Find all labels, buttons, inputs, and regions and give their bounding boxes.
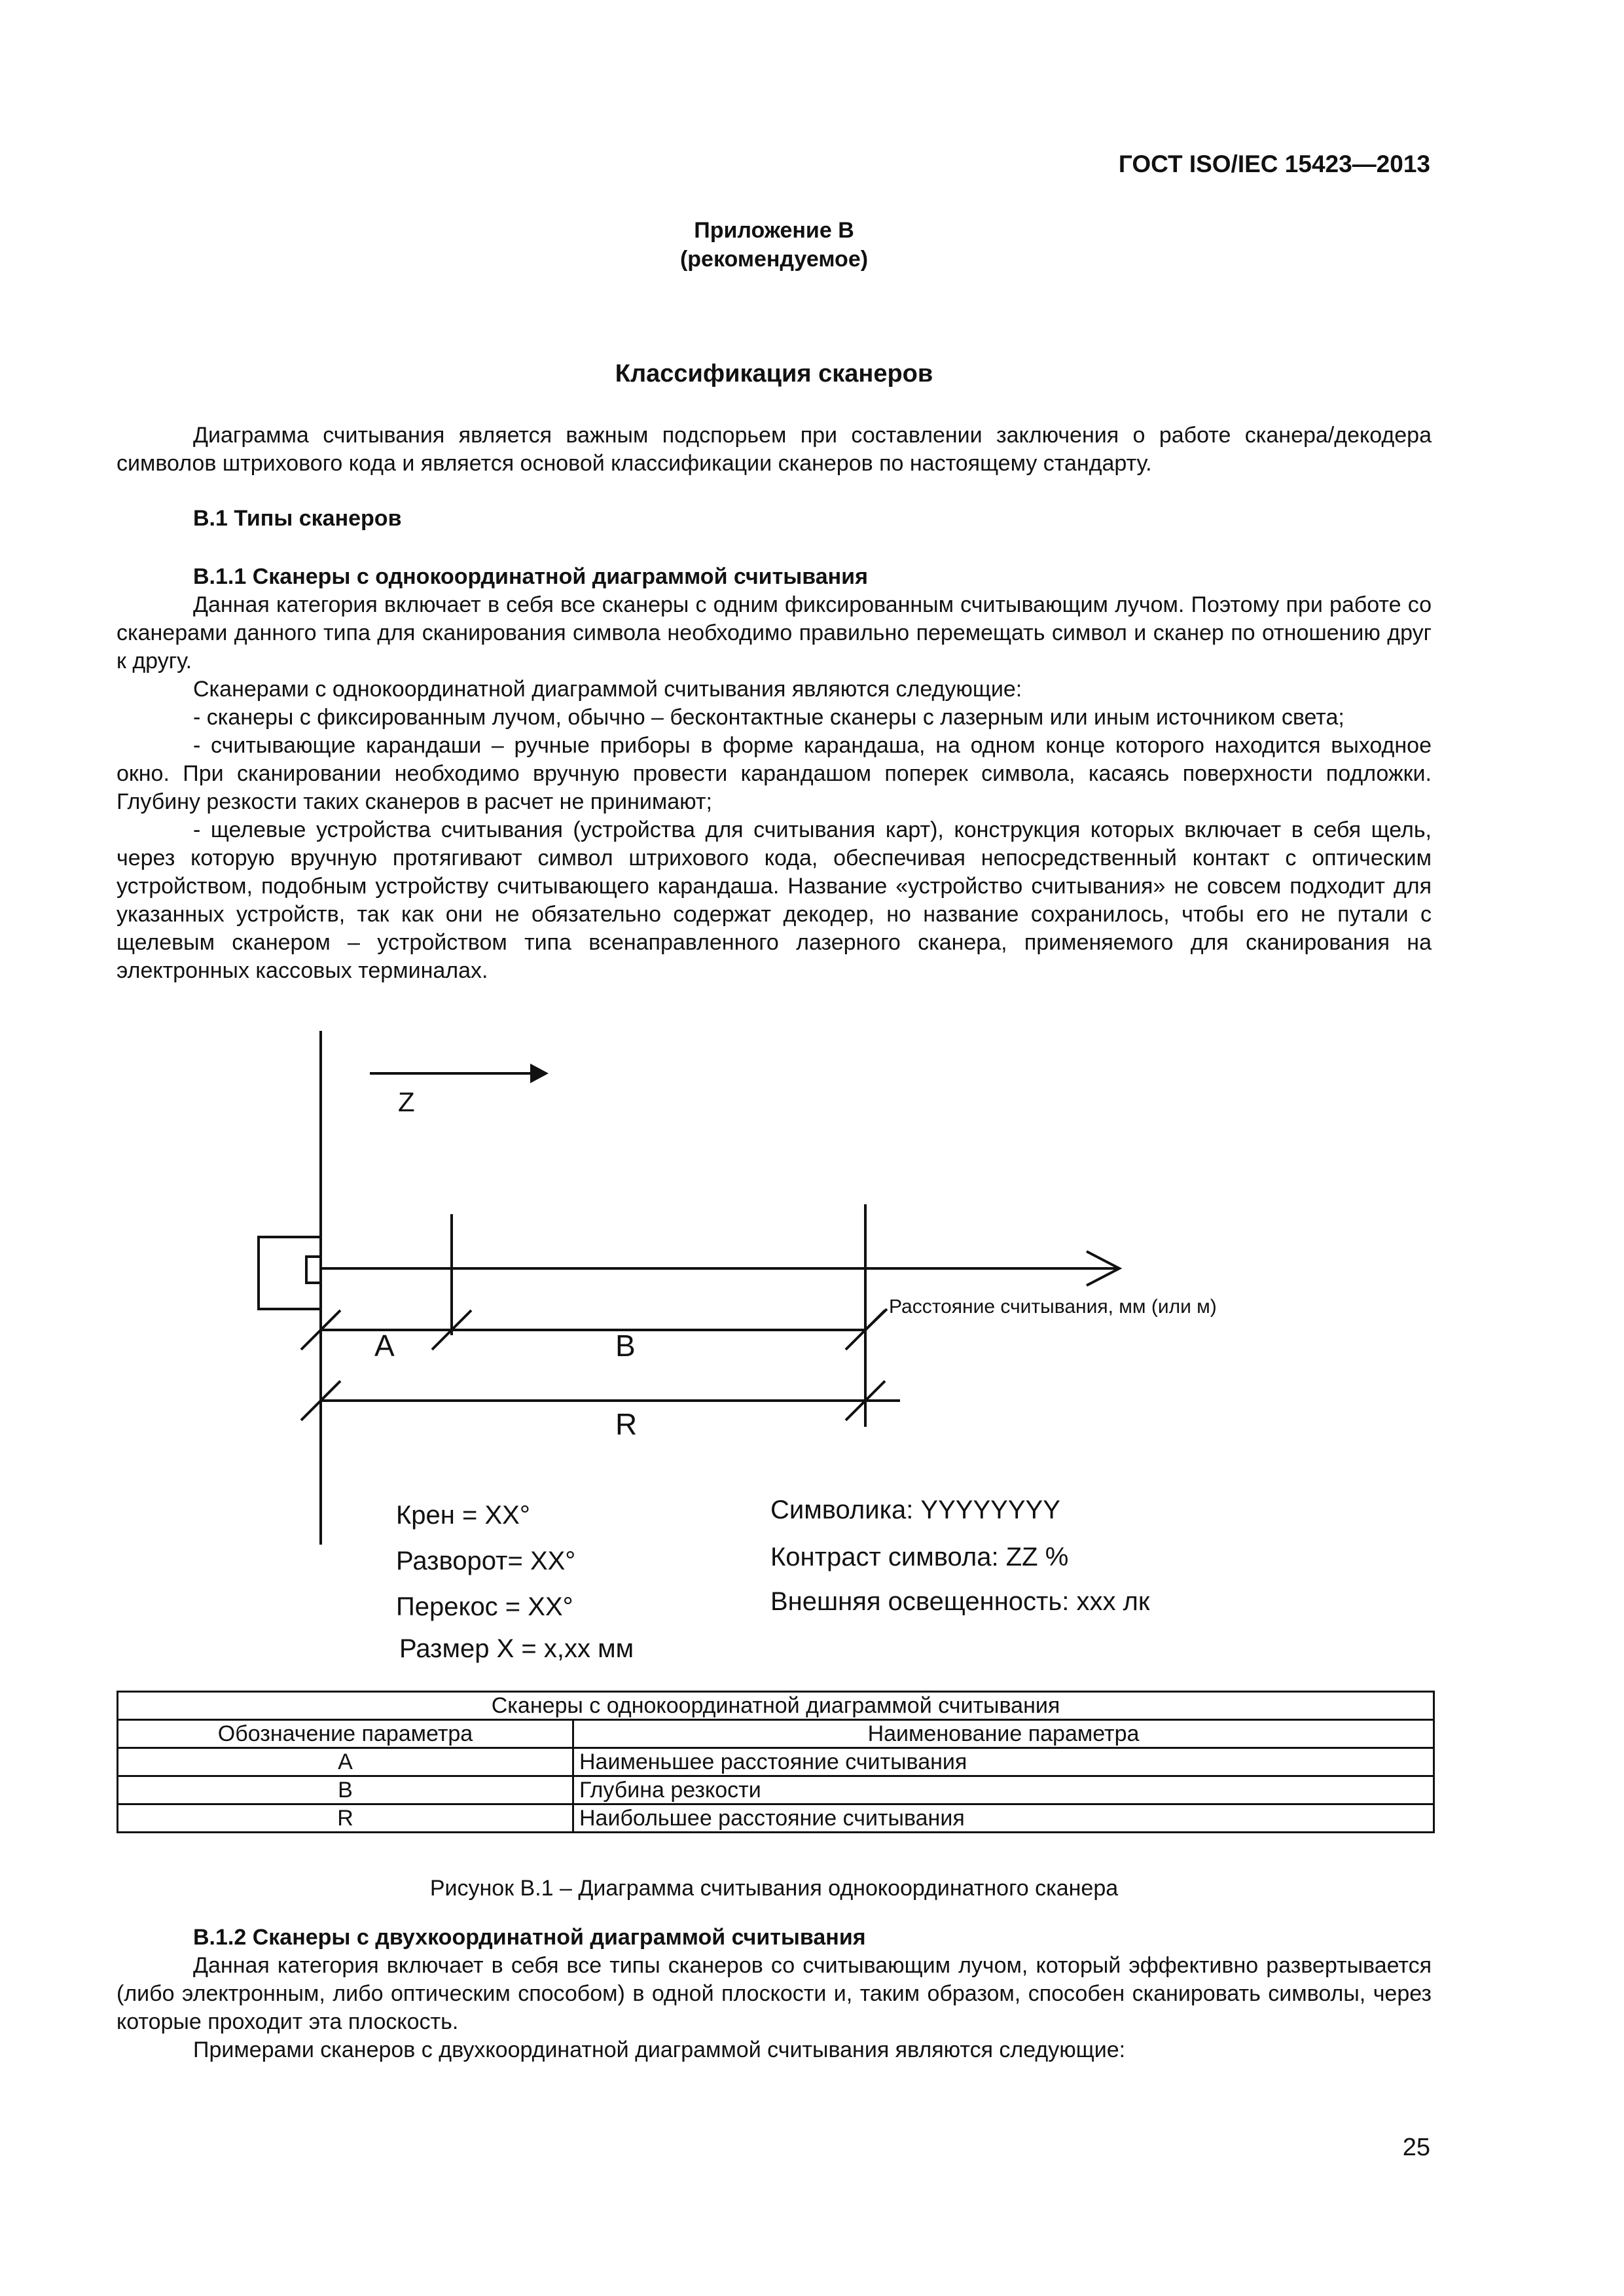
b11-paragraph-5: - щелевые устройства считывания (устройства для считывания карт), конструкция которых включает в себя щель, через которую вручную протягивают символ штрихового кода, обеспечивая непосредственный контакт с оптическим устройством, подобным устройству считывающего карандаша. Название «устройство считывания» не совсем подходит для указанных устройств, так как они не обязательно содержат декодер, но название сохранилось, чтобы его не путали с щелевым сканером – устройством типа всенаправленного лазерного сканера, применяемого для сканирования на электронных кассовых терминалах. <box>117 817 1432 983</box>
intro-text: Диаграмма считывания является важным подспорьем при составлении заключения о работе сканера/декодера символов штрихового кода и является основой классификации сканеров по настоящему стандарту. <box>117 423 1432 476</box>
table-header-code: Обозначение параметра <box>118 1720 573 1748</box>
table-row <box>118 1804 1434 1833</box>
scanner-window <box>306 1257 321 1283</box>
axis-label-leader <box>865 1309 887 1330</box>
table-header-row <box>118 1720 1434 1748</box>
z-arrowhead <box>530 1064 549 1083</box>
param-symbology: Символика: YYYYYYYY <box>770 1496 1060 1524</box>
table-title: Сканеры с однокоординатной диаграммой считывания <box>118 1692 1434 1720</box>
figure-caption: Рисунок В.1 – Диаграмма считывания однокоординатного сканера <box>429 1876 1119 1901</box>
z-label: Z <box>398 1086 415 1117</box>
label-a: A <box>374 1329 395 1363</box>
page-number: 25 <box>1402 2134 1430 2161</box>
table-header-name: Наименование параметра <box>573 1720 1434 1748</box>
distance-axis-label: Расстояние считывания, мм (или м) <box>889 1296 1217 1318</box>
table-cell-code: R <box>118 1804 573 1833</box>
b11-paragraph-3: - сканеры с фиксированным лучом, обычно – бесконтактные сканеры с лазерным или иным источником света; <box>193 705 1344 730</box>
param-roll: Крен = XX° <box>396 1501 530 1530</box>
b11-paragraph-4: - считывающие карандаши – ручные приборы в форме карандаша, на одном конце которого находится выходное окно. При сканировании необходимо вручную провести карандашом поперек символа, касаясь поверхности подложки. Глубину резкости таких сканеров в расчет не принимают; <box>117 733 1432 814</box>
b12-paragraph-2: Примерами сканеров с двухкоординатной диаграммой считывания являются следующие: <box>193 2037 1126 2062</box>
table-row <box>118 1776 1434 1804</box>
table-cell-code: A <box>118 1748 573 1776</box>
annex-subtitle: (рекомендуемое) <box>679 247 869 272</box>
param-illumination: Внешняя освещенность: xxx лк <box>770 1587 1150 1616</box>
scanner-body <box>259 1237 321 1309</box>
table-cell-name: Глубина резкости <box>573 1776 1434 1804</box>
param-contrast: Контраст символа: ZZ % <box>770 1543 1069 1571</box>
annex-title: Приложение В <box>694 218 854 243</box>
b12-paragraph-1: Данная категория включает в себя все типы сканеров со считывающим лучом, который эффективно развертывается (либо электронным, либо оптическим способом) в одной плоскости и, таким образом, способен сканировать символы, через которые проходит эта плоскость. <box>117 1953 1432 2034</box>
table-cell-code: B <box>118 1776 573 1804</box>
b12-section <box>117 1924 1432 2064</box>
label-r: R <box>615 1407 638 1441</box>
table-title-row <box>118 1692 1434 1720</box>
b1-heading: В.1 Типы сканеров <box>193 506 402 531</box>
b12-heading: В.1.2 Сканеры с двухкоординатной диаграммой считывания <box>193 1925 866 1950</box>
param-yaw: Разворот= XX° <box>396 1547 576 1575</box>
table-row <box>118 1748 1434 1776</box>
param-skew: Перекос = XX° <box>396 1592 573 1621</box>
param-x-size: Размер X = x,xx мм <box>399 1634 634 1663</box>
parameters-table <box>117 1691 1435 1833</box>
document-header: ГОСТ ISO/IEC 15423—2013 <box>1118 151 1430 177</box>
b11-heading: В.1.1 Сканеры с однокоординатной диаграммой считывания <box>193 564 868 589</box>
label-b: B <box>615 1329 636 1363</box>
b11-paragraph-2: Сканерами с однокоординатной диаграммой считывания являются следующие: <box>193 677 1022 702</box>
table-cell-name: Наименьшее расстояние считывания <box>573 1748 1434 1776</box>
b11-paragraph-1: Данная категория включает в себя все сканеры с одним фиксированным считывающим лучом. Поэтому при работе со сканерами данного типа для сканирования символа необходимо правильно перемещать символ и сканер по отношению друг к другу. <box>117 592 1432 673</box>
table-cell-name: Наибольшее расстояние считывания <box>573 1804 1434 1833</box>
section-title: Классификация сканеров <box>615 360 933 387</box>
